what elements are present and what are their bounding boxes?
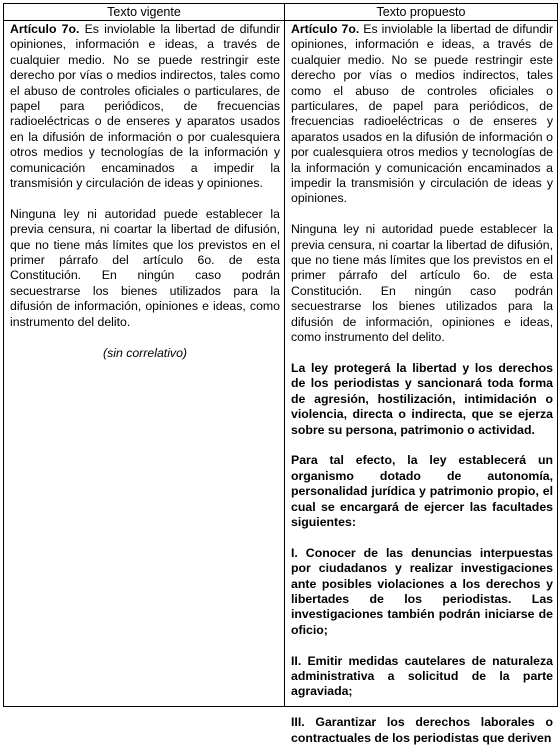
proposed-article-title: Artículo 7o. [291,22,360,36]
current-article-title: Artículo 7o. [10,22,80,36]
content-row [4,21,558,707]
faculty-1-paragraph: I. Conocer de las denuncias interpuestas por ciudadanos y realizar investigaciones ante posibles violaciones a los derechos y libertades de los periodistas. Las investigaciones también podrán iniciarse de oficio; [291,545,553,637]
header-proposed-text: Texto propuesto [285,4,558,21]
journalist-protection-paragraph: La ley protegerá la libertad y los derechos de los periodistas y sancionará toda forma de agresión, hostilización, intimidación o violencia, directa o indirecta, que se ejerza sobre su persona, patrimonio o actividad. [291,360,553,437]
faculty-3-paragraph: III. Garantizar los derechos laborales o contractuales de los periodistas que deriven [291,715,553,745]
comparison-table [3,3,558,745]
current-text-cell [4,21,285,707]
proposed-article-body: Es inviolable la libertad de difundir opiniones, información e ideas, a través de cualquier medio. No se puede restringir este derecho por vías o medios indirectos, tales como el abuso de controles oficiales o particulares, de papel para periódicos, de frecuencias radioeléctricas o de enseres y aparatos usados en la difusión de información o por cualesquiera otros medios y tecnologías de la información y comunicación encaminados a impedir la transmisión y circulación de ideas y opiniones. [291,22,553,206]
current-text-column [10,22,280,706]
current-article-body: Es inviolable la libertad de difundir opiniones, información e ideas, a través de cualquier medio. No se puede restringir este derecho por vías o medios indirectos, tales como el abuso de controles oficiales o particulares, de papel para periódicos, de frecuencias radioeléctricas o de enseres y aparatos usados en la difusión de información o por cualesquiera otros medios y tecnologías de la información y comunicación encaminados a impedir la transmisión y circulación de ideas y opiniones. [10,22,280,191]
header-row [4,4,558,21]
proposed-censorship-paragraph: Ninguna ley ni autoridad puede establecer la previa censura, ni coartar la libertad de difusión, que no tiene más límites que los previstos en el primer párrafo del artículo 6o. de esta Constitución. En ningún caso podrán secuestrarse los bienes utilizados para la difusión de información, opiniones e ideas, como instrumento del delito. [291,222,553,345]
proposed-article-paragraph [291,22,553,207]
current-censorship-paragraph: Ninguna ley ni autoridad puede establecer la previa censura, ni coartar la libertad de difusión, que no tiene más límites que los previstos en el primer párrafo del artículo 6o. de esta Constitución. En ningún caso podrán secuestrarse los bienes utilizados para la difusión de información, opiniones e ideas, como instrumento del delito. [10,206,280,329]
proposed-text-column [291,22,553,745]
header-current-text: Texto vigente [4,4,285,21]
current-article-paragraph [10,22,280,191]
faculty-2-paragraph: II. Emitir medidas cautelares de naturaleza administrativa a solicitud de la parte agraviada; [291,653,553,699]
proposed-text-cell [285,21,558,745]
autonomous-body-paragraph: Para tal efecto, la ley establecerá un organismo dotado de autonomía, personalidad jurídica y patrimonio propio, el cual se encargará de ejercer las facultades siguientes: [291,453,553,529]
no-correlative-note: (sin correlativo) [102,345,188,360]
